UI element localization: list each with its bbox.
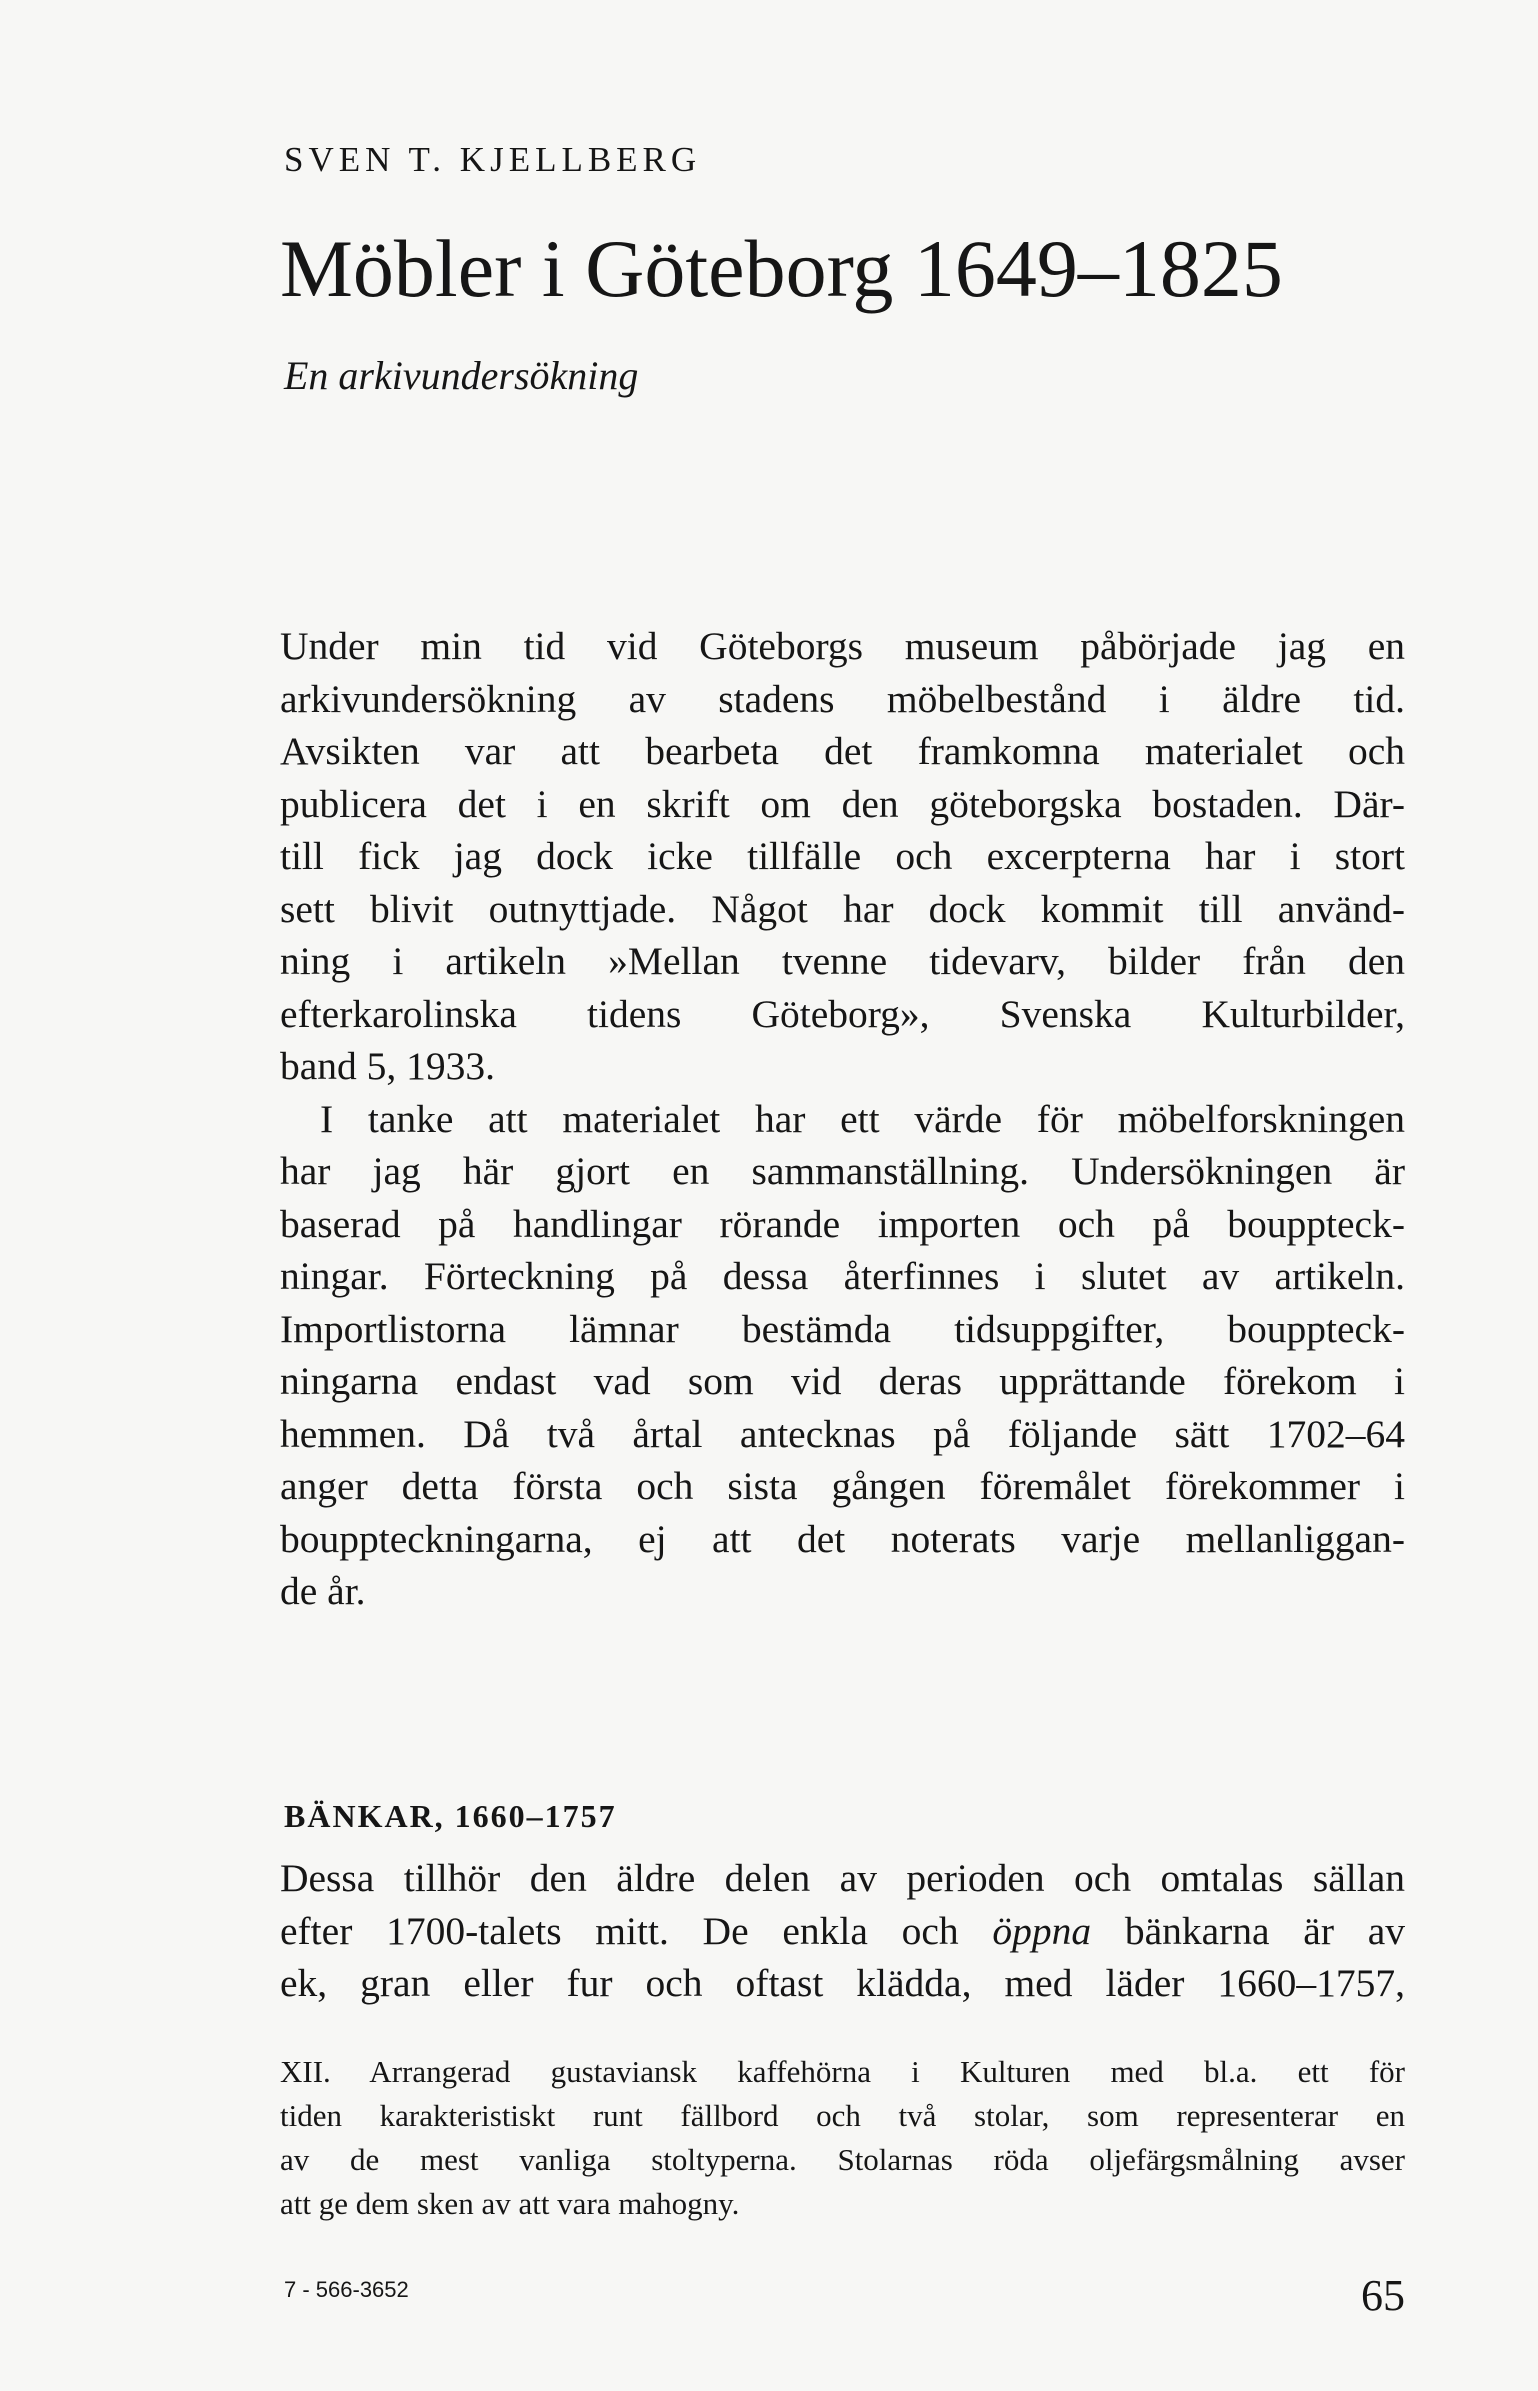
text-line: Dessa tillhör den äldre delen av perioden och omtalas sällan	[280, 1856, 1405, 1900]
text-line: sett blivit outnyttjade. Något har dock kommit till använd-	[280, 886, 1405, 931]
figure-caption	[280, 2050, 1405, 2226]
text-line: de år.	[280, 1569, 366, 1613]
article-title: Möbler i Göteborg 1649–1825	[280, 223, 1283, 314]
text-line-with-italic	[280, 1905, 1405, 1958]
text-line: arkivundersökning av stadens möbelbestånd i äldre tid.	[280, 676, 1405, 721]
intro-paragraph-2	[280, 1093, 1405, 1618]
section-heading: BÄNKAR, 1660–1757	[284, 1798, 617, 1834]
caption-line: av de mest vanliga stoltyperna. Stolarnas röda oljefärgsmålning avser	[280, 2142, 1405, 2177]
text-line: har jag här gjort en sammanställning. Undersökningen är	[280, 1149, 1405, 1193]
text-line: ning i artikeln »Mellan tvenne tidevarv, bilder från den	[280, 939, 1405, 983]
page-number: 65	[1361, 2271, 1405, 2320]
author-name: SVEN T. KJELLBERG	[284, 140, 702, 179]
print-code: 7 - 566-3652	[284, 2277, 409, 2302]
text-line: till fick jag dock icke tillfälle och excerpterna har i stort	[280, 834, 1405, 878]
italic-word: öppna	[992, 1908, 1092, 1953]
text-line: anger detta första och sista gången föremålet förekommer i	[280, 1464, 1405, 1508]
text-fragment: bänkarna är av	[1091, 1908, 1405, 1953]
caption-line: att ge dem sken av att vara mahogny.	[280, 2186, 740, 2221]
text-line: ningar. Förteckning på dessa återfinnes i slutet av artikeln.	[280, 1254, 1405, 1298]
section-text	[280, 1852, 1405, 2010]
text-line: Importlistorna lämnar bestämda tidsuppgifter, bouppteck-	[280, 1306, 1405, 1351]
caption-line: tiden karakteristiskt runt fällbord och två stolar, som representerar en	[280, 2098, 1405, 2133]
text-line: I tanke att materialet har ett värde för möbelforskningen	[320, 1096, 1405, 1141]
text-line: publicera det i en skrift om den göteborgska bostaden. Där-	[280, 781, 1405, 826]
article-subtitle: En arkivundersökning	[284, 353, 639, 398]
text-line: Under min tid vid Göteborgs museum påbörjade jag en	[280, 624, 1405, 668]
text-line: hemmen. Då två årtal antecknas på följande sätt 1702–64	[280, 1411, 1405, 1456]
text-line: ek, gran eller fur och oftast klädda, med läder 1660–1757,	[280, 1961, 1405, 2005]
text-line: band 5, 1933.	[280, 1044, 496, 1088]
intro-paragraph-1	[280, 620, 1405, 1093]
text-line: bouppteckningarna, ej att det noterats varje mellanliggan-	[280, 1516, 1405, 1561]
text-fragment: efter 1700-talets mitt. De enkla och	[280, 1908, 993, 1953]
text-line: baserad på handlingar rörande importen och på bouppteck-	[280, 1201, 1405, 1246]
text-line: ningarna endast vad som vid deras upprättande förekom i	[280, 1359, 1405, 1403]
text-line: Avsikten var att bearbeta det framkomna materialet och	[280, 729, 1405, 773]
intro-text	[280, 620, 1405, 1618]
caption-line: XII. Arrangerad gustaviansk kaffehörna i Kulturen med bl.a. ett för	[280, 2054, 1405, 2089]
text-line: efterkarolinska tidens Göteborg», Svenska Kulturbilder,	[280, 991, 1405, 1036]
